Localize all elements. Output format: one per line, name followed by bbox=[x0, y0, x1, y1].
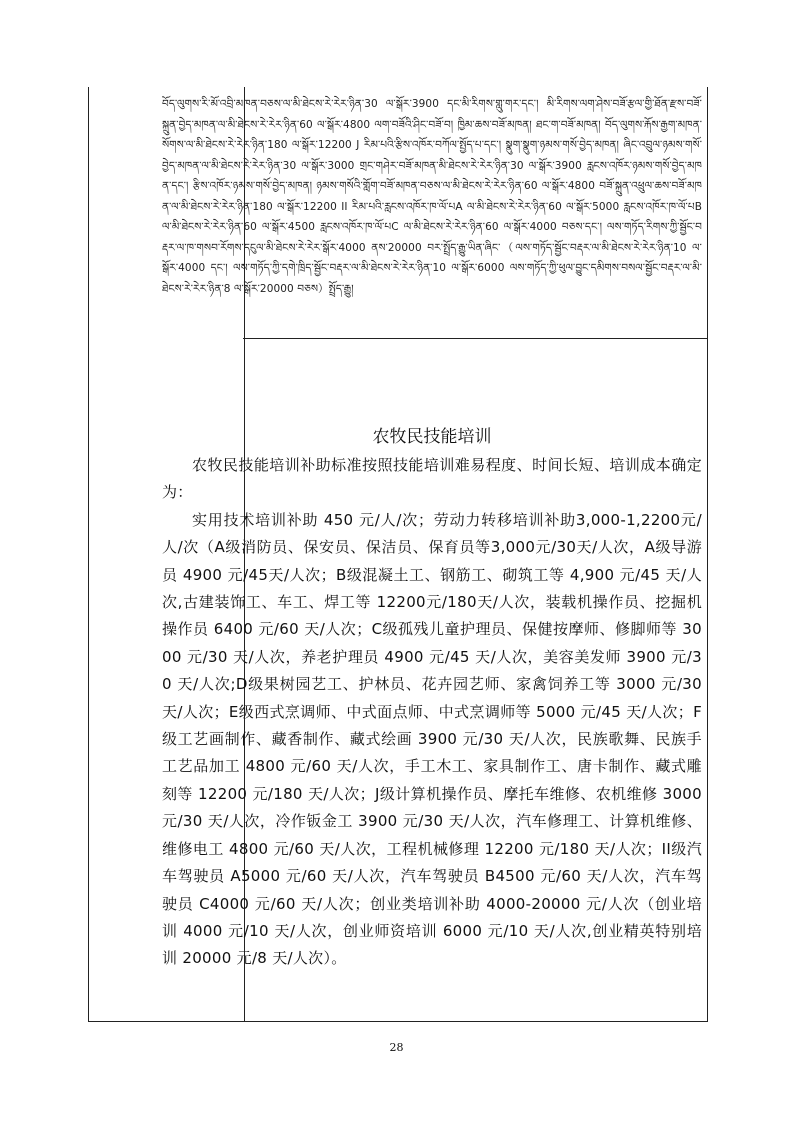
chinese-body bbox=[162, 452, 702, 973]
section-title: 农牧民技能培训 bbox=[372, 427, 492, 447]
paragraph-intro: 农牧民技能培训补助标准按照技能培训难易程度、时间长短、培训成本确定为： bbox=[162, 456, 702, 502]
table-content-cell bbox=[162, 94, 702, 973]
tibetan-paragraph: བོད་ལུགས་རི་མོ་འབྲི་མཁན་བཅས་ལ་མི་ཐེངས་རེ་རེར་ཉིན་30 ལ་སྒོར་3900 དང་མི་རིགས་གླུ་གར་དང་། མི་རིགས་ལག་ཤེས་བཟོ་རྩལ་གྱི་ཐོན་རྫས་བཟོ་སྐྲུན་བྱེད་མཁན་ལ་མི་ཐེངས་རེ་རེར་ཉིན་60 ལ་སྒོར་4800 ལག་བཟོའི་ཤིང་བཟོ་བ། ཁྱིམ་ཆས་བཟོ་མཁན། ཐང་ག་བཟོ་མཁན། བོད་ལུགས་རྐོས་རྒྱག་མཁན་སོགས་ལ་མི་ཐེངས་རེ་རེར་ཉིན་180 ལ་སྒོར་12200 J རིམ་པའི་རྩིས་འཁོར་བཀོལ་སྤྱོད་པ་དང་། སྣུག་སྣུག་ཉམས་གསོ་བྱེད་མཁན། ཞིང་འབྲུལ་ཉམས་གསོ་བྱེད་མཁན་ལ་མི་ཐེངས་རེ་རེར་ཉིན་30 ལ་སྒོར་3000 གྲང་གཤེར་བཟོ་མཁན་མི་ཐེངས་རེ་རེར་ཉིན་30 ལ་སྒོར་3900 རླངས་འཁོར་ཉམས་གསོ་བྱེད་མཁན་དང་། རྩིས་འཁོར་ཉམས་གསོ་བྱེད་མཁན། ཉམས་གསོའི་གློག་བཟོ་མཁན་བཅས་ལ་མི་ཐེངས་རེ་རེར་ཉིན་60 ལ་སྒོར་4800 བཟོ་སྐྲུན་འཕྲུལ་ཆས་བཟོ་མཁན་ལ་མི་ཐེངས་རེ་རེར་ཉིན་180 ལ་སྒོར་12200 II རིམ་པའི་རླངས་འཁོར་ཁ་ལོ་པA ལ་མི་ཐེངས་རེ་རེར་ཉིན་60 ལ་སྒོར་5000 རླངས་འཁོར་ཁ་ལོ་པB ལ་མི་ཐེངས་རེ་རེར་ཉིན་60 ལ་སྒོར་4500 རླངས་འཁོར་ཁ་ལོ་པC ལ་མི་ཐེངས་རེ་རེར་ཉིན་60 ལ་སྒོར་4000 བཅས་དང་། ལས་གཏོད་རིགས་ཀྱི་སྦྱོང་བརྡར་ལ་ཁ་གསབ་རོགས་དངུལ་མི་ཐེངས་རེ་རེར་སྒོར་4000 ནས་20000 བར་སྤྲོད་རྒྱུ་ཡིན་ཞིང་（ལས་གཏོད་སྦྱོང་བརྡར་ལ་མི་ཐེངས་རེ་རེར་ཉིན་10 ལ་སྒོར་4000 དང་། ལས་གཏོད་ཀྱི་དགེ་ཁྲིད་སྦྱོང་བརྡར་ལ་མི་ཐེངས་རེ་རེར་ཉིན་10 ལ་སྒོར་6000 ལས་གཏོད་ཀྱི་ཕུལ་བྱུང་དམིགས་བསལ་སྦྱོང་བརྡར་ལ་མི་ཐེངས་རེ་རེར་ཉིན་8 ལ་སྒོར་20000 བཅས）སྤྲོད་རྒྱུ། bbox=[162, 98, 702, 295]
page-number: 28 bbox=[389, 1041, 404, 1054]
paragraph-detail: 实用技术培训补助 450 元/人/次；劳动力转移培训补助3,000-1,2200元/人/次（A级消防员、保安员、保洁员、保育员等3,000元/30天/人次，A级导游员 4900 元/45天/人次；B级混凝土工、钢筋工、砌筑工等 4,900 元/45 天/人次,古建装饰工、车工、焊工等 12200元/180天/人次，装载机操作员、挖掘机操作员 6400 元/60 天/人次；C级孤残儿童护理员、保健按摩师、修脚师等 3000 元/30 天/人次，养老护理员 4900 元/45 天/人次，美容美发师 3900 元/30 天/人次;D级果树园艺工、护林员、花卉园艺师、家禽饲养工等 3000 元/30 天/人次；E级西式烹调师、中式面点师、中式烹调师等 5000 元/45 天/人次；F级工艺画制作、藏香制作、藏式绘画 3900 元/30 天/人次，民族歌舞、民族手工艺品加工 4800 元/60 天/人次，手工木工、家具制作工、唐卡制作、藏式雕刻等 12200 元/180 天/人次；J级计算机操作员、摩托车维修、农机维修 3000 元/30 天/人次，冷作钣金工 3900 元/30 天/人次，汽车修理工、计算机维修、维修电工 4800 元/60 天/人次，工程机械修理 12200 元/180 天/人次；II级汽车驾驶员 A5000 元/60 天/人次，汽车驾驶员 B4500 元/60 天/人次，汽车驾驶员 C4000 元/60 天/人次；创业类培训补助 4000-20000 元/人次（创业培训 4000 元/10 天/人次，创业师资培训 6000 元/10 天/人次,创业精英特别培训 20000 元/8 天/人次）。 bbox=[162, 510, 702, 968]
